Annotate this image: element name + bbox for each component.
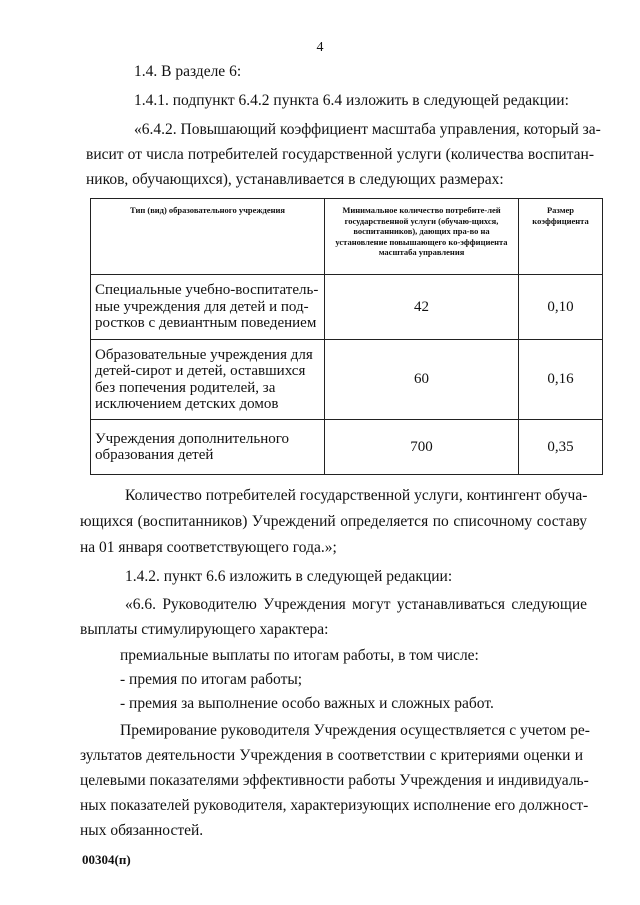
cell-institution-type: Учреждения дополнительного образования детей bbox=[91, 420, 325, 475]
paragraph-6-6-line-1: «6.6. Руководителю Учреждения могут устанавливаться следующие bbox=[125, 596, 587, 613]
paragraph-award-line-3: целевыми показателями эффективности работы Учреждения и индивидуаль- bbox=[80, 772, 589, 789]
paragraph-award-line-2: зультатов деятельности Учреждения в соответствии с критериями оценки и bbox=[80, 747, 583, 764]
table-row bbox=[91, 420, 603, 475]
paragraph-6-4-2-line-1: «6.4.2. Повышающий коэффициент масштаба управления, который за- bbox=[134, 121, 601, 138]
document-code: 00304(п) bbox=[82, 852, 131, 867]
cell-coefficient: 0,16 bbox=[519, 340, 603, 420]
cell-min-count: 700 bbox=[325, 420, 519, 475]
paragraph-6-4-2-line-3: ников, обучающихся), устанавливается в следующих размерах: bbox=[86, 171, 504, 188]
cell-institution-type: Специальные учебно-воспитатель-ные учреждения для детей и под-ростков с девиантным поведением bbox=[91, 275, 325, 340]
cell-min-count: 42 bbox=[325, 275, 519, 340]
coefficient-table bbox=[90, 198, 603, 475]
paragraph-bonus-payments: премиальные выплаты по итогам работы, в том числе: bbox=[120, 647, 479, 664]
header-institution-type: Тип (вид) образовательного учреждения bbox=[91, 199, 325, 275]
paragraph-subpoint-1-4-2: 1.4.2. пункт 6.6 изложить в следующей редакции: bbox=[125, 568, 453, 585]
header-min-count: Минимальное количество потребите-лей государственной услуги (обучаю-щихся, воспитанников), дающих пра-во на установление повышающего ко-эффициента масштаба управления bbox=[325, 199, 519, 275]
list-item-bonus-important-work: - премия за выполнение особо важных и сложных работ. bbox=[120, 695, 494, 712]
paragraph-award-line-4: ных показателей руководителя, характеризующих исполнение его должност- bbox=[80, 797, 589, 814]
paragraph-6-4-2-line-2: висит от числа потребителей государственной услуги (количества воспитан- bbox=[86, 146, 594, 163]
paragraph-contingent-line-2: ющихся (воспитанников) Учреждений определяется по списочному составу bbox=[80, 513, 587, 530]
cell-min-count: 60 bbox=[325, 340, 519, 420]
list-item-bonus-results: - премия по итогам работы; bbox=[120, 671, 303, 688]
cell-institution-type: Образовательные учреждения для детей-сирот и детей, оставшихся без попечения родителей, за исключением детских домов bbox=[91, 340, 325, 420]
paragraph-award-line-5: ных обязанностей. bbox=[80, 822, 204, 839]
paragraph-section-6: 1.4. В разделе 6: bbox=[134, 63, 242, 80]
cell-coefficient: 0,35 bbox=[519, 420, 603, 475]
page-number: 4 bbox=[316, 40, 324, 55]
table-row bbox=[91, 340, 603, 420]
header-coefficient: Размер коэффициента bbox=[519, 199, 603, 275]
paragraph-contingent-line-3: на 01 января соответствующего года.»; bbox=[80, 539, 337, 556]
paragraph-contingent-line-1: Количество потребителей государственной услуги, контингент обуча- bbox=[125, 487, 588, 504]
paragraph-award-line-1: Премирование руководителя Учреждения осуществляется с учетом ре- bbox=[120, 722, 590, 739]
cell-coefficient: 0,10 bbox=[519, 275, 603, 340]
paragraph-6-6-line-2: выплаты стимулирующего характера: bbox=[80, 621, 329, 638]
table-row bbox=[91, 275, 603, 340]
table-header-row bbox=[91, 199, 603, 275]
paragraph-subpoint-1-4-1: 1.4.1. подпункт 6.4.2 пункта 6.4 изложить в следующей редакции: bbox=[134, 92, 569, 109]
